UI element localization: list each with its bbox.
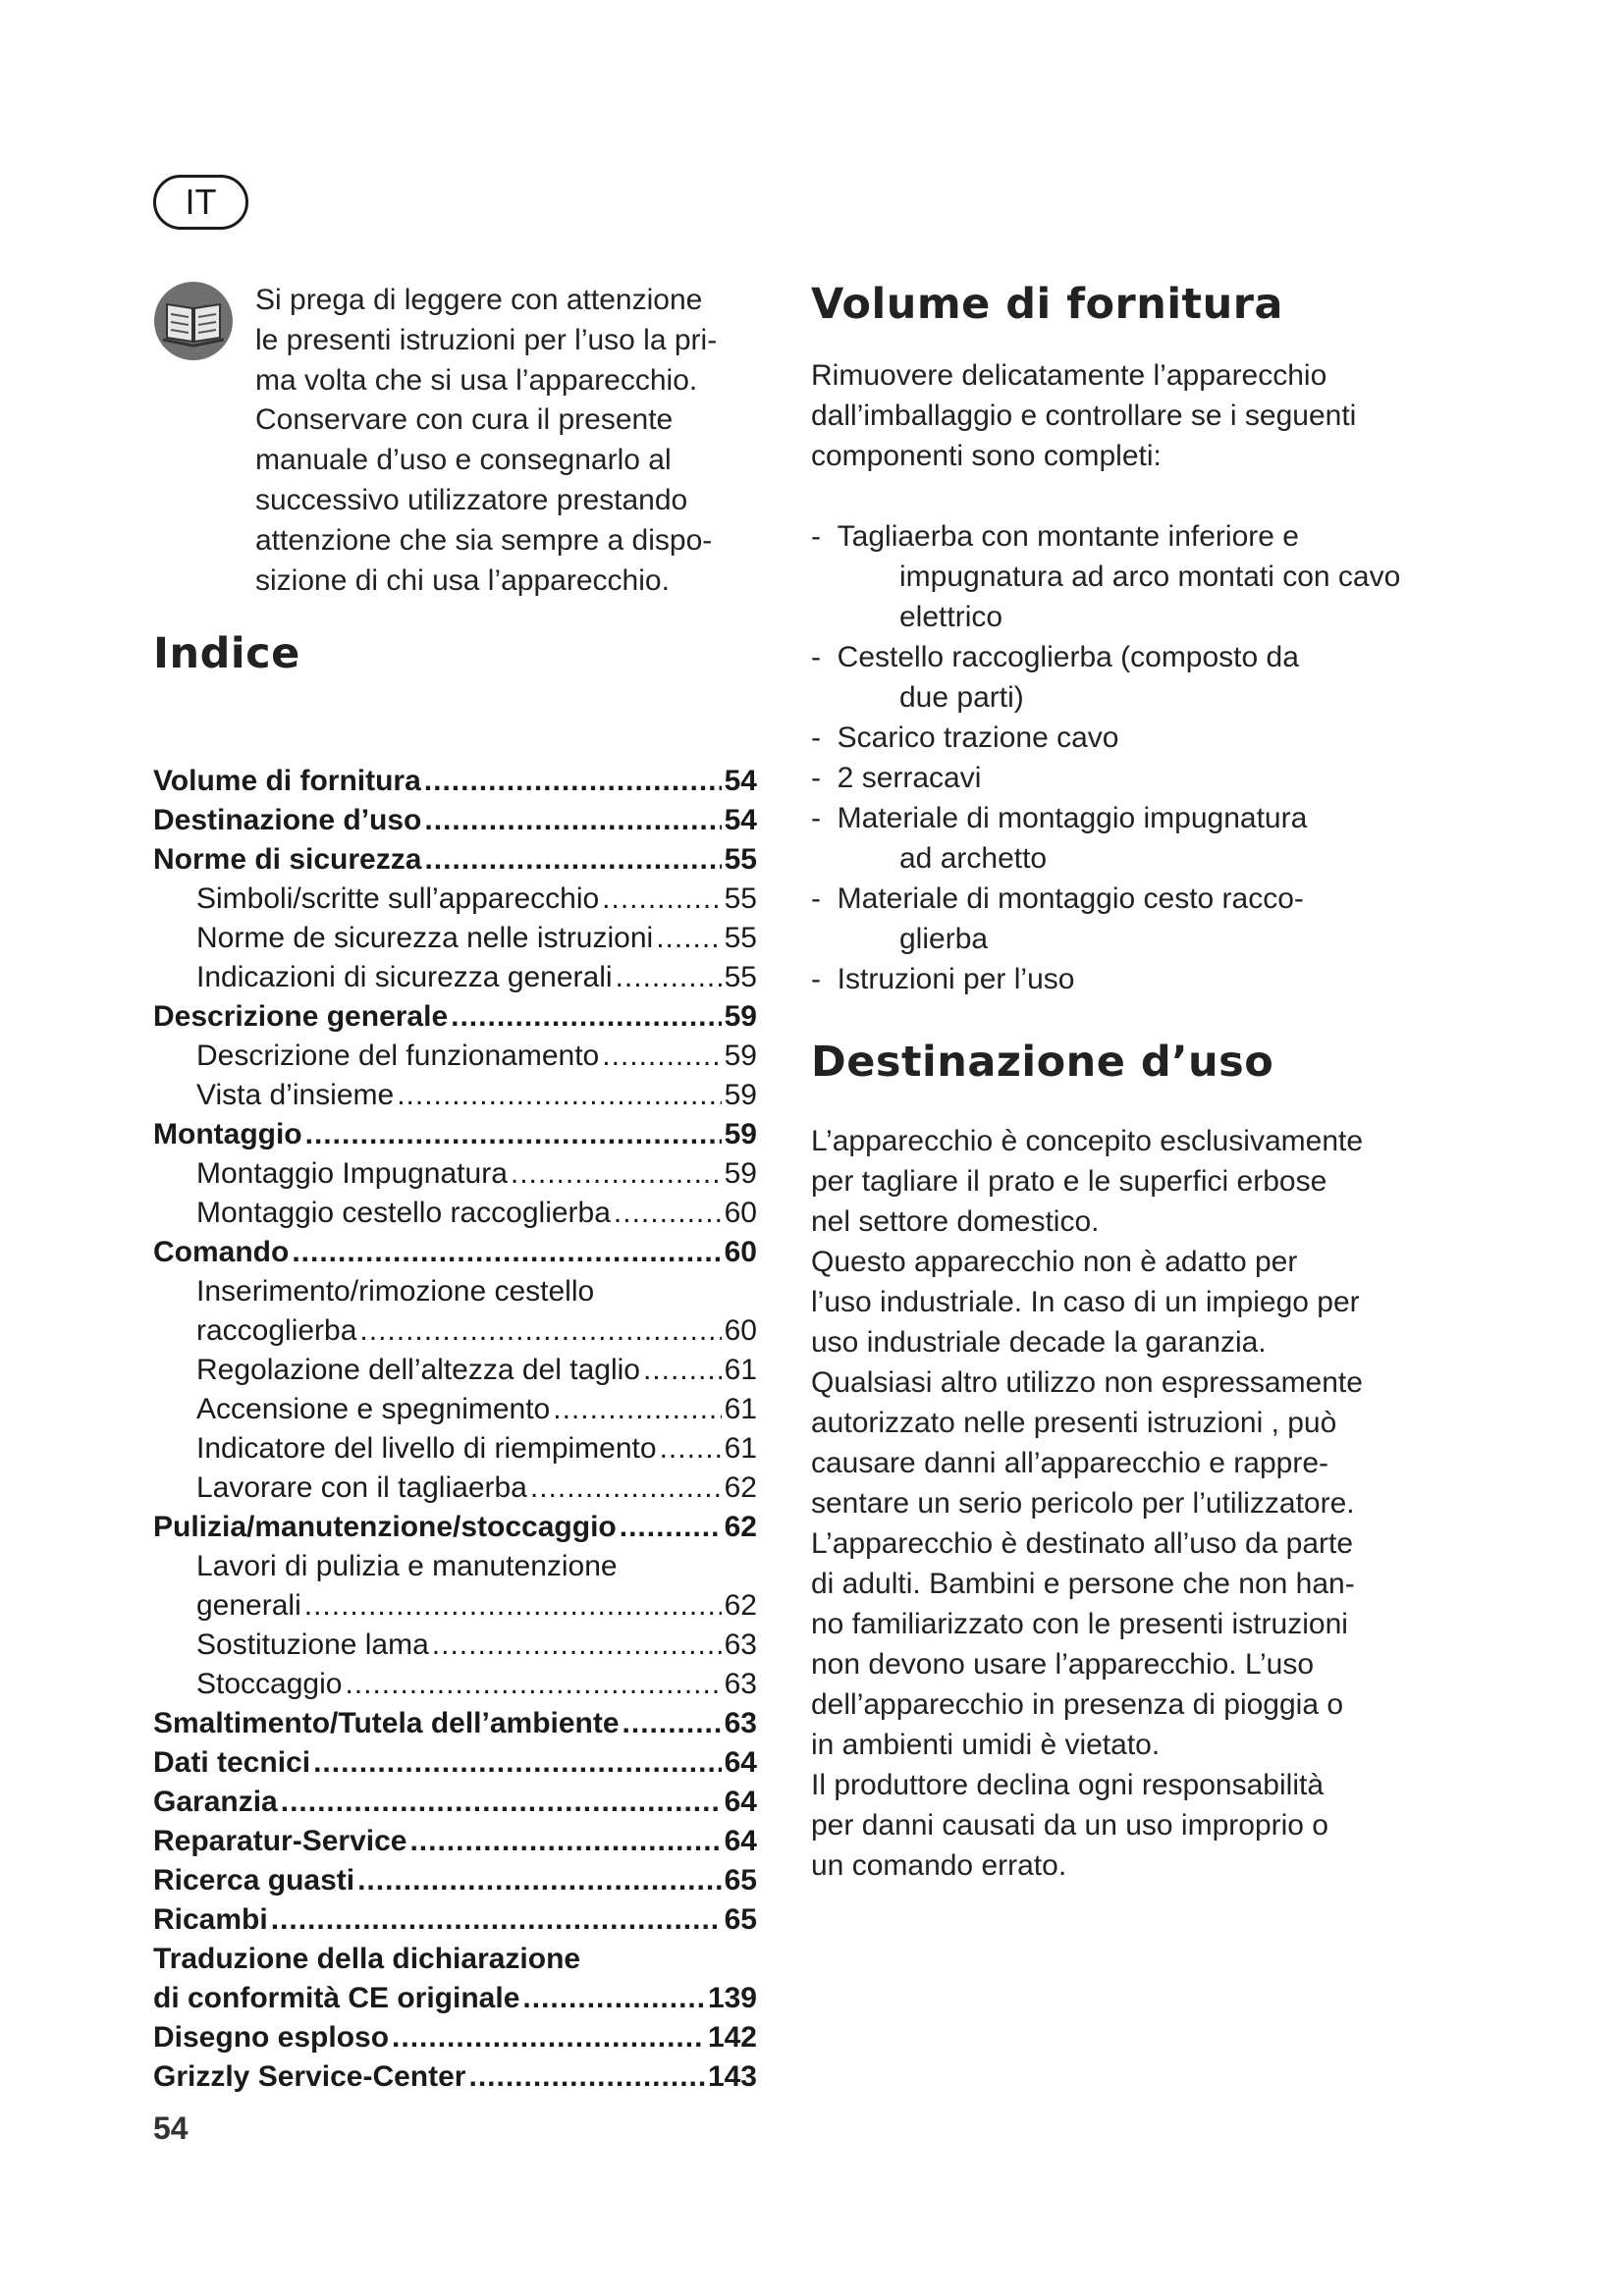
toc-entry [153, 1940, 757, 1979]
destination-line: non devono usare l’apparecchio. L’uso [811, 1648, 1315, 1681]
toc-entry-title: Sostituzione lama [196, 1629, 429, 1661]
toc-dot-leader [616, 958, 722, 997]
toc-entry-page: 139 [707, 1982, 757, 2014]
toc-entry-page: 63 [724, 1629, 757, 1661]
toc-dot-leader [623, 1704, 722, 1743]
toc-entry [153, 1311, 757, 1351]
supply-item-line: Scarico trazione cavo [837, 721, 1119, 754]
toc-entry-page: 54 [724, 765, 757, 797]
toc-entry-title: Norme di sicurezza [153, 843, 422, 876]
toc-dot-leader [602, 1037, 721, 1076]
toc-dot-leader [620, 1508, 722, 1547]
intro-line: Conservare con cura il presente [255, 403, 674, 437]
toc-entry [153, 1194, 757, 1233]
intro-line: sizione di chi usa l’apparecchio. [255, 563, 670, 597]
toc-dot-leader [409, 1822, 721, 1861]
toc-dot-leader [292, 1233, 721, 1272]
toc-entry-title: Descrizione del funzionamento [196, 1040, 600, 1072]
toc-entry-page: 64 [724, 1746, 757, 1779]
supply-item-line: Cestello raccoglierba (composto da [837, 641, 1299, 673]
supply-item: - Scarico trazione cavo [811, 721, 1119, 754]
toc-entry-title: Montaggio Impugnatura [196, 1157, 508, 1190]
destination-line: Qualsiasi altro utilizzo non espressamente [811, 1366, 1363, 1399]
toc-entry [153, 1704, 757, 1743]
toc-entry-page: 59 [724, 1118, 757, 1150]
toc-entry-page: 55 [724, 922, 757, 954]
toc-entry-title: Traduzione della dichiarazione [153, 1943, 581, 1975]
supply-item: - Tagliaerba con montante inferiore e impugnatura ad arco montati con cavo elettrico [811, 516, 1439, 637]
toc-entry-title: Norme de sicurezza nelle istruzioni [196, 922, 654, 954]
volume-intro-line: Rimuovere delicatamente l’apparecchio [811, 359, 1327, 392]
toc-entry [153, 997, 757, 1037]
toc-entry-title: Regolazione dell’altezza del taglio [196, 1354, 640, 1386]
toc-dot-leader [553, 1390, 721, 1429]
toc-entry [153, 1665, 757, 1704]
intro-text [255, 281, 757, 601]
toc-entry-page: 62 [724, 1471, 757, 1504]
toc-dot-leader [424, 762, 722, 801]
toc-entry-title: Indicatore del livello di riempimento [196, 1432, 657, 1465]
toc-entry-title: Volume di fornitura [153, 765, 421, 797]
toc-entry [153, 1822, 757, 1861]
toc-entry-page: 55 [724, 843, 757, 876]
toc-entry [153, 1233, 757, 1272]
toc-entry-title: Grizzly Service-Center [153, 2060, 466, 2093]
toc-dot-leader [656, 919, 721, 958]
supply-item-line: 2 serracavi [837, 762, 982, 794]
toc-entry-title: Inserimento/rimozione cestello [196, 1275, 595, 1308]
toc-entry [153, 1508, 757, 1547]
destination-line: nel settore domestico. [811, 1205, 1100, 1238]
intro-line: Si prega di leggere con attenzione [255, 284, 703, 316]
toc-entry-page: 142 [707, 2021, 757, 2054]
toc-dot-leader [511, 1154, 722, 1194]
toc-entry-title: Montaggio cestello raccoglierba [196, 1197, 611, 1229]
toc-dot-leader [614, 1194, 722, 1233]
toc-entry [153, 1979, 757, 2018]
toc-entry-page: 63 [724, 1707, 757, 1739]
toc-entry [153, 880, 757, 919]
toc-entry [153, 1272, 757, 1311]
toc-entry [153, 919, 757, 958]
toc-entry-title: Montaggio [153, 1118, 302, 1150]
toc-entry-title: Ricambi [153, 1903, 268, 1936]
toc-entry-title: Comando [153, 1236, 290, 1268]
toc-entry-title: Accensione e spegnimento [196, 1393, 551, 1425]
toc-entry-page: 64 [724, 1825, 757, 1857]
toc-entry [153, 1076, 757, 1115]
toc-dot-leader [432, 1626, 722, 1665]
toc-entry-title: Simboli/scritte sull’apparecchio [196, 882, 600, 915]
toc-entry-page: 60 [724, 1314, 757, 1347]
destination-line: dell’apparecchio in presenza di pioggia o [811, 1688, 1344, 1721]
toc-entry-page: 55 [724, 961, 757, 993]
intro-line: attenzione che sia sempre a dispo- [255, 523, 713, 557]
supply-item-line: ad archetto [899, 842, 1048, 875]
toc-entry-title: Indicazioni di sicurezza generali [196, 961, 613, 993]
destination-line: l’uso industriale. In caso di un impiego per [811, 1286, 1360, 1318]
toc-entry-page: 60 [724, 1236, 757, 1268]
destination-title: Destinazione d’uso [811, 1038, 1274, 1087]
toc-entry-title: Garanzia [153, 1786, 278, 1818]
destination-line: sentare un serio pericolo per l’utilizzatore. [811, 1487, 1355, 1520]
supply-item-line: Tagliaerba con montante inferiore e [837, 520, 1299, 553]
toc-entry-page: 59 [724, 1079, 757, 1111]
toc-entry-page: 55 [724, 882, 757, 915]
toc-entry-title: Stoccaggio [196, 1668, 343, 1700]
destination-line: L’apparecchio è concepito esclusivamente [811, 1125, 1364, 1157]
supply-item: - Materiale di montaggio impugnatura ad archetto [811, 798, 1439, 879]
toc-entry-title: Ricerca guasti [153, 1864, 355, 1896]
volume-title: Volume di fornitura [811, 280, 1283, 329]
toc-entry-page: 62 [724, 1511, 757, 1543]
toc-dot-leader [397, 1076, 721, 1115]
toc-dot-leader [468, 2057, 704, 2097]
toc-entry-title: Lavori di pulizia e manutenzione [196, 1550, 618, 1582]
toc-entry-title: raccoglierba [196, 1314, 357, 1347]
index-title: Indice [153, 629, 300, 678]
supply-item-line: due parti) [899, 681, 1024, 714]
supply-item: - Istruzioni per l’uso [811, 963, 1075, 995]
supply-item-line: glierba [899, 923, 989, 955]
supply-item-line: Materiale di montaggio impugnatura [837, 802, 1308, 834]
destination-line: per danni causati da un uso improprio o [811, 1809, 1328, 1842]
toc-entry-title: Smaltimento/Tutela dell’ambiente [153, 1707, 620, 1739]
toc-entry [153, 1351, 757, 1390]
toc-dot-leader [271, 1900, 722, 1940]
page-number: 54 [153, 2110, 189, 2146]
table-of-contents [153, 762, 757, 2097]
volume-intro [811, 355, 1439, 476]
toc-entry [153, 1468, 757, 1508]
toc-dot-leader [530, 1468, 722, 1508]
toc-entry [153, 1586, 757, 1626]
toc-entry [153, 1390, 757, 1429]
toc-entry [153, 801, 757, 840]
destination-line: Il produttore declina ogni responsabilità [811, 1769, 1324, 1801]
toc-entry-page: 59 [724, 1000, 757, 1033]
toc-entry [153, 958, 757, 997]
toc-entry [153, 1547, 757, 1586]
toc-dot-leader [660, 1429, 722, 1468]
toc-dot-leader [281, 1783, 722, 1822]
toc-entry [153, 1783, 757, 1822]
toc-entry-page: 61 [724, 1354, 757, 1386]
toc-dot-leader [451, 997, 721, 1037]
supply-item-line: Materiale di montaggio cesto racco- [837, 882, 1304, 915]
toc-entry [153, 1429, 757, 1468]
intro-line: successivo utilizzatore prestando [255, 483, 688, 516]
toc-entry-page: 65 [724, 1864, 757, 1896]
volume-intro-line: dall’imballaggio e controllare se i seguenti [811, 400, 1357, 432]
toc-entry [153, 2057, 757, 2097]
destination-line: in ambienti umidi è vietato. [811, 1729, 1161, 1761]
toc-dot-leader [424, 801, 721, 840]
intro-line: ma volta che si usa l’apparecchio. [255, 363, 698, 397]
intro-line: le presenti istruzioni per l’uso la pri- [255, 323, 718, 356]
toc-entry-page: 62 [724, 1589, 757, 1622]
toc-entry [153, 1154, 757, 1194]
toc-entry-page: 61 [724, 1393, 757, 1425]
destination-line: Questo apparecchio non è adatto per [811, 1246, 1298, 1278]
toc-entry-title: Vista d’insieme [196, 1079, 395, 1111]
supply-list [811, 516, 1439, 999]
supply-item: - Cestello raccoglierba (composto da due parti) [811, 637, 1439, 718]
toc-dot-leader [522, 1979, 705, 2018]
toc-entry-title: Dati tecnici [153, 1746, 311, 1779]
destination-line: di adulti. Bambini e persone che non han- [811, 1568, 1355, 1600]
toc-entry [153, 1115, 757, 1154]
toc-dot-leader [643, 1351, 722, 1390]
toc-dot-leader [359, 1311, 721, 1351]
destination-line: autorizzato nelle presenti istruzioni , può [811, 1407, 1337, 1439]
toc-dot-leader [313, 1743, 722, 1783]
toc-dot-leader [345, 1665, 721, 1704]
volume-intro-line: componenti sono completi: [811, 440, 1162, 472]
open-book-icon [153, 281, 234, 361]
toc-dot-leader [392, 2018, 705, 2057]
destination-line: no familiarizzato con le presenti istruzioni [811, 1608, 1348, 1640]
toc-entry-page: 61 [724, 1432, 757, 1465]
intro-line: manuale d’uso e consegnarlo al [255, 444, 672, 477]
supply-item-line: Istruzioni per l’uso [837, 963, 1075, 995]
toc-entry-title: Destinazione d’uso [153, 804, 422, 836]
toc-entry-page: 59 [724, 1157, 757, 1190]
toc-entry [153, 1626, 757, 1665]
toc-entry [153, 1037, 757, 1076]
toc-entry [153, 1900, 757, 1940]
supply-item-line: elettrico [899, 601, 1003, 633]
toc-entry-page: 63 [724, 1668, 757, 1700]
destination-line: L’apparecchio è destinato all’uso da parte [811, 1527, 1354, 1560]
toc-entry-page: 64 [724, 1786, 757, 1818]
left-column [153, 281, 757, 2097]
supply-item-line: impugnatura ad arco montati con cavo [899, 561, 1401, 593]
toc-entry-title: Pulizia/manutenzione/stoccaggio [153, 1511, 617, 1543]
destination-line: causare danni all’apparecchio e rappre- [811, 1447, 1328, 1479]
destination-line: un comando errato. [811, 1849, 1067, 1882]
toc-entry-title: Disegno esploso [153, 2021, 390, 2054]
destination-text [811, 1121, 1439, 1886]
supply-item: - 2 serracavi [811, 762, 982, 794]
toc-entry [153, 762, 757, 801]
toc-entry [153, 1743, 757, 1783]
toc-entry [153, 840, 757, 880]
toc-entry-page: 54 [724, 804, 757, 836]
toc-entry-title: di conformità CE originale [153, 1982, 520, 2014]
right-column [811, 275, 1439, 1886]
toc-entry-title: Descrizione generale [153, 1000, 449, 1033]
toc-entry [153, 1861, 757, 1900]
supply-item: - Materiale di montaggio cesto racco- glierba [811, 879, 1439, 959]
toc-dot-leader [304, 1586, 722, 1626]
toc-entry-title: Reparatur-Service [153, 1825, 407, 1857]
toc-entry-page: 59 [724, 1040, 757, 1072]
destination-line: per tagliare il prato e le superfici erbose [811, 1165, 1327, 1198]
toc-entry [153, 2018, 757, 2057]
toc-entry-page: 65 [724, 1903, 757, 1936]
toc-dot-leader [424, 840, 721, 880]
destination-line: uso industriale decade la garanzia. [811, 1326, 1267, 1359]
toc-dot-leader [602, 880, 721, 919]
language-badge: IT [153, 175, 248, 230]
toc-entry-title: generali [196, 1589, 301, 1622]
intro-block [153, 281, 757, 624]
toc-dot-leader [357, 1861, 722, 1900]
toc-entry-page: 60 [724, 1197, 757, 1229]
toc-entry-title: Lavorare con il tagliaerba [196, 1471, 527, 1504]
toc-entry-page: 143 [707, 2060, 757, 2093]
toc-dot-leader [305, 1115, 722, 1154]
